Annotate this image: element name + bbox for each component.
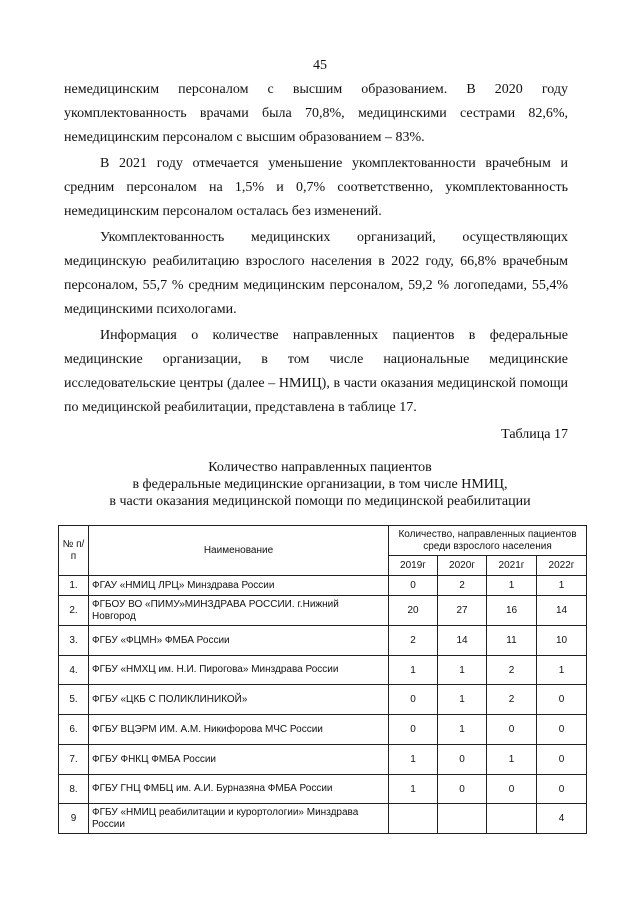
table-row: [59, 804, 587, 834]
cell-2021: 2: [487, 685, 537, 715]
header-year: 2019г: [389, 556, 438, 576]
row-number: 5.: [59, 685, 89, 715]
cell-2022: 0: [537, 775, 587, 804]
table-row: [59, 745, 587, 775]
cell-2021: 1: [487, 745, 537, 775]
cell-2020: [438, 804, 487, 834]
cell-2022: 4: [537, 804, 587, 834]
table-title-line: в части оказания медицинской помощи по медицинской реабилитации: [109, 494, 531, 509]
header-number: № п/п: [59, 526, 89, 576]
table-row: [59, 626, 587, 656]
cell-2020: 1: [438, 656, 487, 685]
cell-2022: 1: [537, 656, 587, 685]
cell-2020: 1: [438, 685, 487, 715]
cell-2019: 0: [389, 576, 438, 596]
row-name: ФГБУ «НМИЦ реабилитации и курортологии» Минздрава России: [89, 804, 389, 834]
row-name: ФГБОУ ВО «ПИМУ»МИНЗДРАВА РОССИИ. г.Нижний Новгород: [89, 596, 389, 626]
table-title: [64, 459, 576, 510]
cell-2021: 2: [487, 656, 537, 685]
cell-2022: 0: [537, 715, 587, 745]
cell-2019: 1: [389, 775, 438, 804]
table-row: [59, 596, 587, 626]
row-name: ФГБУ «ФЦМН» ФМБА России: [89, 626, 389, 656]
cell-2020: 14: [438, 626, 487, 656]
row-name: ФГБУ «ЦКБ С ПОЛИКЛИНИКОЙ»: [89, 685, 389, 715]
row-number: 3.: [59, 626, 89, 656]
page-number: 45: [313, 58, 327, 73]
row-number: 6.: [59, 715, 89, 745]
cell-2022: 10: [537, 626, 587, 656]
paragraph-1: немедицинским персоналом с высшим образованием. В 2020 году укомплектованность врачами была 70,8%, медицинскими сестрами 82,6%, немедицинским персоналом с высшим образованием – 83%.: [64, 82, 568, 145]
patients-table: [58, 525, 587, 834]
table-row: [59, 715, 587, 745]
cell-2022: 0: [537, 745, 587, 775]
cell-2019: 1: [389, 745, 438, 775]
row-number: 2.: [59, 596, 89, 626]
paragraph-4: Информация о количестве направленных пациентов в федеральные медицинские организации, в том числе национальные медицинские исследовательские центры (далее – НМИЦ), в части оказания медицинской помощи по медицинской реабилитации, представлена в таблице 17.: [64, 328, 568, 415]
header-name: Наименование: [89, 526, 389, 576]
cell-2021: 1: [487, 576, 537, 596]
table-row: [59, 685, 587, 715]
row-name: ФГБУ «НМХЦ им. Н.И. Пирогова» Минздрава России: [89, 656, 389, 685]
header-year: 2020г: [438, 556, 487, 576]
row-number: 8.: [59, 775, 89, 804]
cell-2022: 0: [537, 685, 587, 715]
cell-2021: [487, 804, 537, 834]
cell-2020: 0: [438, 775, 487, 804]
cell-2021: 11: [487, 626, 537, 656]
table-title-line: Количество направленных пациентов: [208, 460, 432, 475]
cell-2020: 0: [438, 745, 487, 775]
cell-2020: 2: [438, 576, 487, 596]
paragraph-2: В 2021 году отмечается уменьшение укомплектованности врачебным и средним персоналом на 1,5% и 0,7% соответственно, укомплектованность немедицинским персоналом осталась без изменений.: [64, 156, 568, 219]
row-number: 4.: [59, 656, 89, 685]
cell-2021: 0: [487, 715, 537, 745]
cell-2019: 1: [389, 656, 438, 685]
cell-2019: 20: [389, 596, 438, 626]
cell-2020: 27: [438, 596, 487, 626]
cell-2019: 0: [389, 685, 438, 715]
cell-2022: 14: [537, 596, 587, 626]
row-name: ФГБУ ВЦЭРМ ИМ. А.М. Никифорова МЧС России: [89, 715, 389, 745]
cell-2022: 1: [537, 576, 587, 596]
table-title-line: в федеральные медицинские организации, в том числе НМИЦ,: [132, 477, 508, 492]
cell-2019: [389, 804, 438, 834]
paragraph-3: Укомплектованность медицинских организаций, осуществляющих медицинскую реабилитацию взрослого населения в 2022 году, 66,8% врачебным персоналом, 55,7 % средним медицинским персоналом, 59,2 % логопедами, 55,4% медицинскими психологами.: [64, 230, 568, 317]
row-number: 1.: [59, 576, 89, 596]
header-year: 2021г: [487, 556, 537, 576]
cell-2019: 2: [389, 626, 438, 656]
header-year: 2022г: [537, 556, 587, 576]
cell-2020: 1: [438, 715, 487, 745]
cell-2019: 0: [389, 715, 438, 745]
table-number: Таблица 17: [501, 427, 568, 442]
row-name: ФГБУ ФНКЦ ФМБА России: [89, 745, 389, 775]
table-row: [59, 576, 587, 596]
table-row: [59, 775, 587, 804]
row-name: ФГАУ «НМИЦ ЛРЦ» Минздрава России: [89, 576, 389, 596]
header-count-group: Количество, направленных пациентов среди взрослого населения: [389, 526, 587, 556]
table-row: [59, 656, 587, 685]
cell-2021: 0: [487, 775, 537, 804]
row-name: ФГБУ ГНЦ ФМБЦ им. А.И. Бурназяна ФМБА России: [89, 775, 389, 804]
row-number: 7.: [59, 745, 89, 775]
cell-2021: 16: [487, 596, 537, 626]
row-number: 9: [59, 804, 89, 834]
